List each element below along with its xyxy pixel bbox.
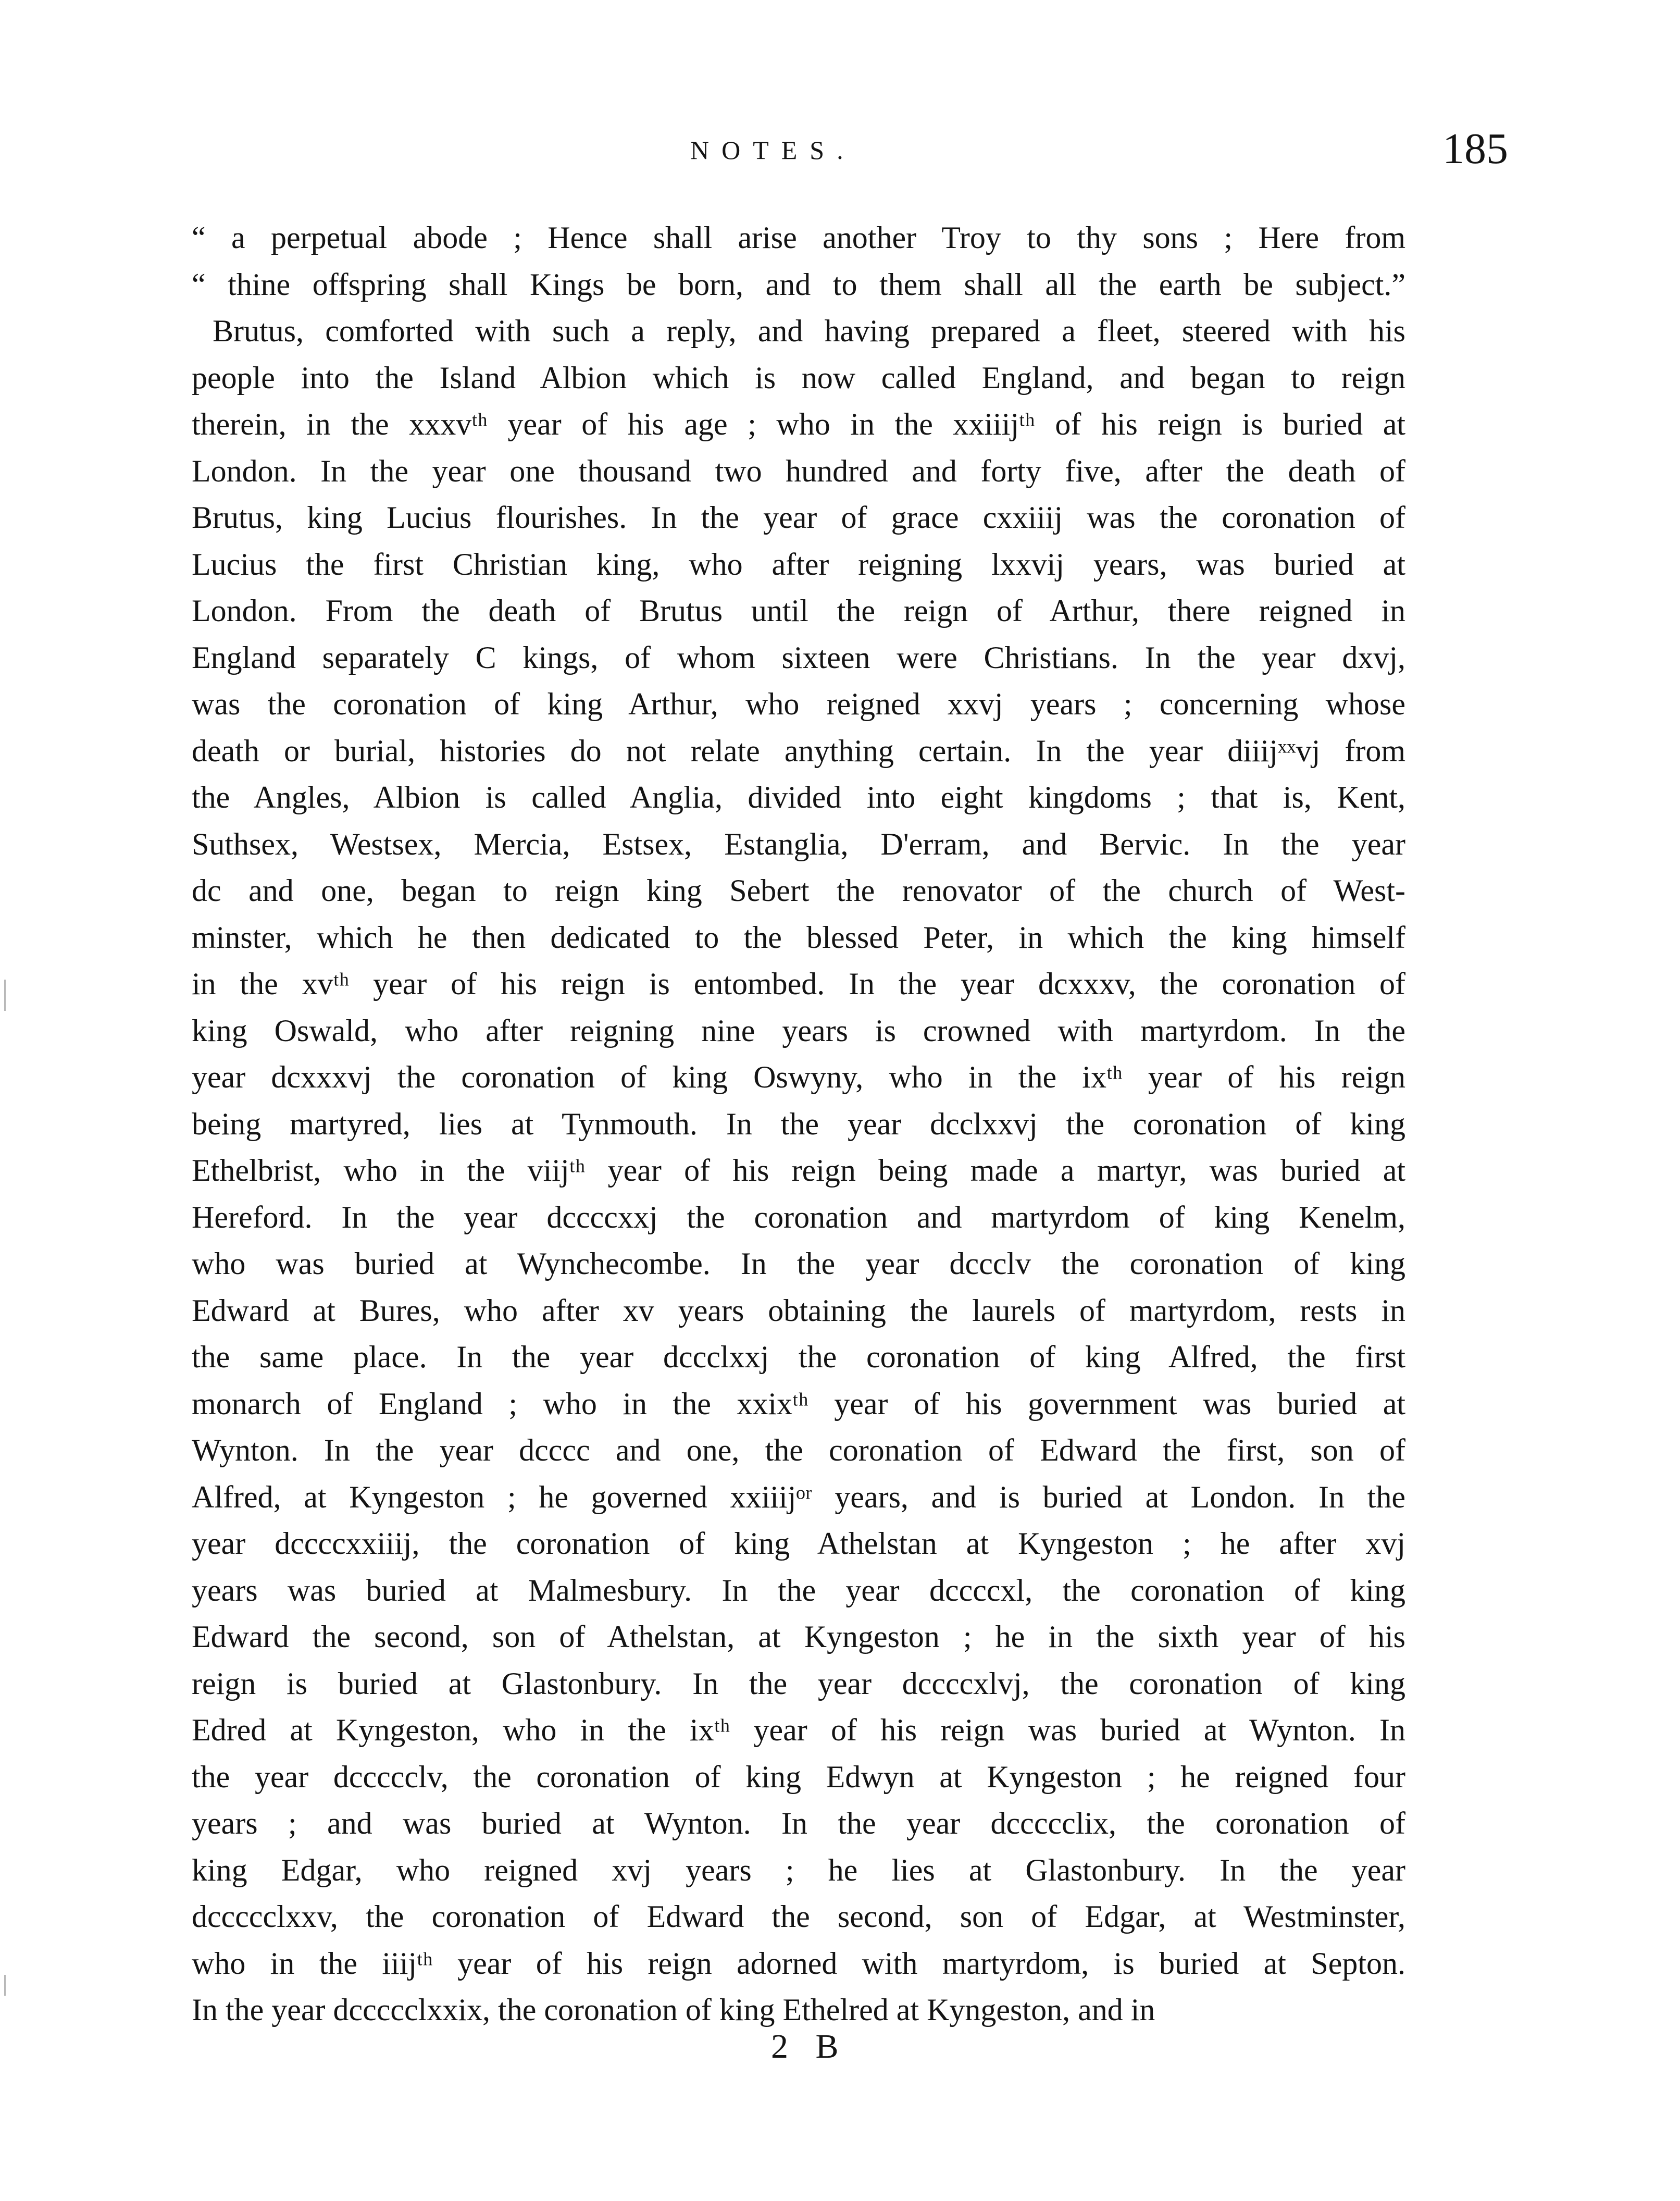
text-line: monarch of England ; who in the xxixᵗʰ year of his government was buried at [192, 1386, 1405, 1421]
text-line: dccccclxxv, the coronation of Edward the second, son of Edgar, at Westminster, [192, 1899, 1405, 1934]
text-line: Lucius the first Christian king, who after reigning lxxvij years, was buried at [192, 547, 1405, 582]
notes-text [192, 215, 1405, 2034]
text-line: London. From the death of Brutus until the reign of Arthur, there reigned in [192, 593, 1405, 628]
text-line: who was buried at Wynchecombe. In the year dccclv the coronation of king [192, 1246, 1405, 1281]
text-line: “ thine offspring shall Kings be born, and to them shall all the earth be subject.” [192, 267, 1405, 302]
text-line: death or burial, histories do not relate anything certain. In the year diiijˣˣvj from [192, 733, 1405, 768]
page-edge-mark [4, 1975, 6, 1996]
text-line: king Oswald, who after reigning nine years is crowned with martyrdom. In the [192, 1013, 1405, 1048]
text-line: Edward at Bures, who after xv years obtaining the laurels of martyrdom, rests in [192, 1293, 1405, 1328]
text-line: was the coronation of king Arthur, who reigned xxvj years ; concerning whose [192, 687, 1405, 721]
text-line: being martyred, lies at Tynmouth. In the year dcclxxvj the coronation of king [192, 1106, 1405, 1141]
text-line: king Edgar, who reigned xvj years ; he lies at Glastonbury. In the year [192, 1852, 1405, 1887]
text-line: Edward the second, son of Athelstan, at Kyngeston ; he in the sixth year of his [192, 1619, 1405, 1654]
signature-mark: 2 B [771, 2027, 848, 2066]
text-line: Alfred, at Kyngeston ; he governed xxiiijᵒʳ years, and is buried at London. In the [192, 1479, 1405, 1514]
text-line: Wynton. In the year dcccc and one, the coronation of Edward the first, son of [192, 1433, 1405, 1467]
text-line: Brutus, king Lucius flourishes. In the year of grace cxxiiij was the coronation of [192, 500, 1405, 535]
text-line: therein, in the xxxvᵗʰ year of his age ; who in the xxiiijᵗʰ of his reign is buried at [192, 407, 1405, 441]
text-line: Edred at Kyngeston, who in the ixᵗʰ year of his reign was buried at Wynton. In [192, 1713, 1405, 1747]
text-line: the same place. In the year dccclxxj the coronation of king Alfred, the first [192, 1340, 1405, 1374]
text-line: years ; and was buried at Wynton. In the year dccccclix, the coronation of [192, 1806, 1405, 1840]
text-line: the year dccccclv, the coronation of king Edwyn at Kyngeston ; he reigned four [192, 1759, 1405, 1794]
text-line: England separately C kings, of whom sixteen were Christians. In the year dxvj, [192, 640, 1405, 675]
text-line: London. In the year one thousand two hundred and forty five, after the death of [192, 453, 1405, 488]
page-edge-mark [4, 980, 6, 1011]
text-line: reign is buried at Glastonbury. In the year dccccxlvj, the coronation of king [192, 1666, 1405, 1701]
text-line: years was buried at Malmesbury. In the year dccccxl, the coronation of king [192, 1573, 1405, 1608]
running-title: NOTES. [690, 135, 856, 165]
running-head [0, 125, 1680, 176]
text-line: dc and one, began to reign king Sebert the renovator of the church of West- [192, 873, 1405, 908]
text-line: year dcxxxvj the coronation of king Oswyny, who in the ixᵗʰ year of his reign [192, 1060, 1405, 1094]
text-line: Suthsex, Westsex, Mercia, Estsex, Estanglia, D'erram, and Bervic. In the year [192, 826, 1405, 861]
text-line: “ a perpetual abode ; Hence shall arise another Troy to thy sons ; Here from [192, 220, 1405, 255]
text-line: In the year dccccclxxix, the coronation of king Ethelred at Kyngeston, and in [192, 1993, 1155, 2027]
text-line: Brutus, comforted with such a reply, and having prepared a fleet, steered with his [213, 314, 1405, 348]
text-line: in the xvᵗʰ year of his reign is entombed. In the year dcxxxv, the coronation of [192, 967, 1405, 1001]
page-number: 185 [1442, 125, 1508, 173]
text-line: year dccccxxiiij, the coronation of king Athelstan at Kyngeston ; he after xvj [192, 1526, 1405, 1561]
text-line: who in the iiijᵗʰ year of his reign adorned with martyrdom, is buried at Septon. [192, 1946, 1405, 1981]
text-line: Hereford. In the year dccccxxj the coronation and martyrdom of king Kenelm, [192, 1200, 1405, 1234]
text-line: the Angles, Albion is called Anglia, divided into eight kingdoms ; that is, Kent, [192, 780, 1405, 814]
text-line: people into the Island Albion which is now called England, and began to reign [192, 360, 1405, 395]
text-line: minster, which he then dedicated to the blessed Peter, in which the king himself [192, 920, 1405, 955]
text-line: Ethelbrist, who in the viijᵗʰ year of his reign being made a martyr, was buried at [192, 1153, 1405, 1188]
